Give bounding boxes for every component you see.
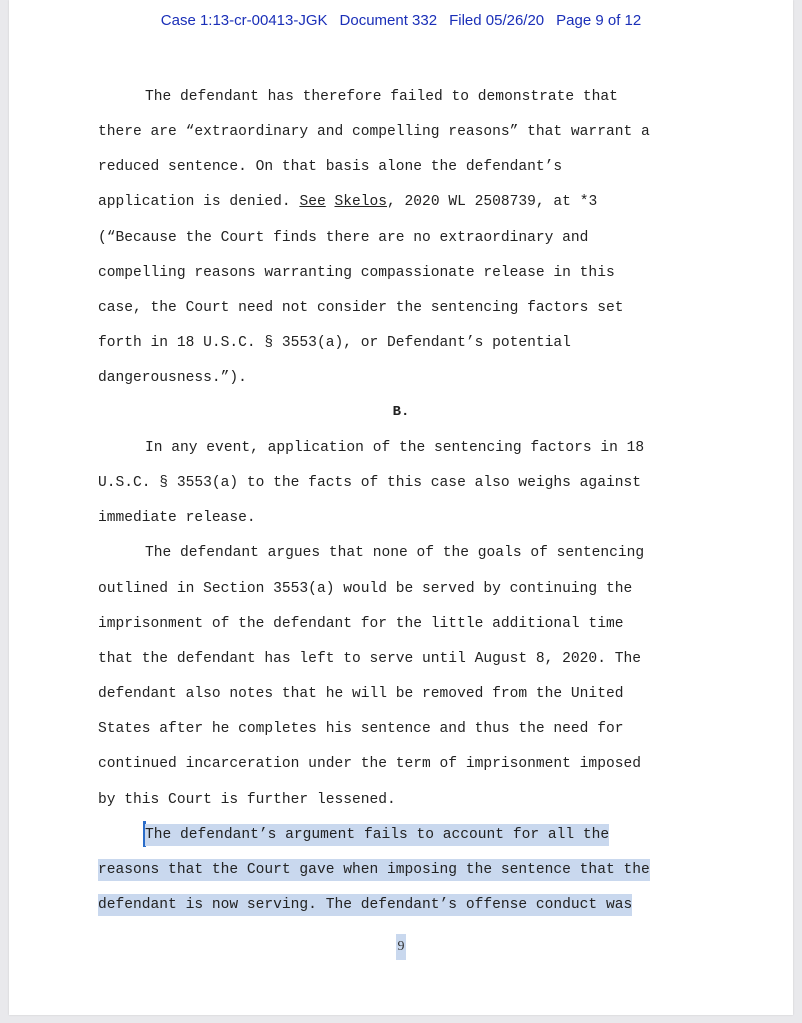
- text-line: that the defendant has left to serve until August 8, 2020. The: [98, 651, 641, 667]
- text-line: In any event, application of the sentencing factors in 18: [145, 440, 645, 456]
- text-line: there are “extraordinary and compelling reasons” that warrant a: [98, 124, 650, 140]
- text-run: , 2020 WL 2508739, at *3: [387, 194, 598, 210]
- text-selection[interactable]: The defendant’s argument fails to account for all the: [145, 824, 609, 846]
- ecf-header: [0, 12, 802, 29]
- text-line: immediate release.: [98, 510, 256, 526]
- text-line: case, the Court need not consider the sentencing factors set: [98, 300, 624, 316]
- text-line: outlined in Section 3553(a) would be served by continuing the: [98, 581, 633, 597]
- page-of-total: Page 9 of 12: [556, 12, 642, 29]
- text-line: The defendant has therefore failed to demonstrate that: [145, 89, 618, 105]
- page-number: 9: [396, 934, 406, 960]
- selected-text-line[interactable]: [98, 861, 650, 879]
- citation-signal-see: See: [299, 194, 326, 210]
- selected-text-line[interactable]: [145, 826, 609, 844]
- text-line: reduced sentence. On that basis alone the defendant’s: [98, 159, 563, 175]
- text-line: (“Because the Court finds there are no extraordinary and: [98, 230, 589, 246]
- text-line: dangerousness.”).: [98, 370, 247, 386]
- filed-date: Filed 05/26/20: [449, 12, 545, 29]
- text-line: U.S.C. § 3553(a) to the facts of this case also weighs against: [98, 475, 641, 491]
- selected-text-line[interactable]: [98, 896, 632, 914]
- text-selection[interactable]: reasons that the Court gave when imposing the sentence that the: [98, 859, 650, 881]
- text-line: compelling reasons warranting compassionate release in this: [98, 265, 615, 281]
- text-line: by this Court is further lessened.: [98, 792, 396, 808]
- document-number: Document 332: [339, 12, 438, 29]
- text-line: imprisonment of the defendant for the little additional time: [98, 616, 624, 632]
- case-number: Case 1:13-cr-00413-JGK: [160, 12, 328, 29]
- text-line: continued incarceration under the term of imprisonment imposed: [98, 756, 641, 772]
- case-citation-skelos: Skelos: [334, 194, 388, 210]
- text-line: [98, 193, 597, 211]
- section-heading: B.: [392, 404, 410, 420]
- text-line: forth in 18 U.S.C. § 3553(a), or Defendant’s potential: [98, 335, 571, 351]
- text-selection[interactable]: defendant is now serving. The defendant’s offense conduct was: [98, 894, 632, 916]
- text-line: defendant also notes that he will be removed from the United: [98, 686, 624, 702]
- text-line: The defendant argues that none of the goals of sentencing: [145, 545, 645, 561]
- text-run: application is denied.: [98, 194, 300, 210]
- text-line: States after he completes his sentence and thus the need for: [98, 721, 624, 737]
